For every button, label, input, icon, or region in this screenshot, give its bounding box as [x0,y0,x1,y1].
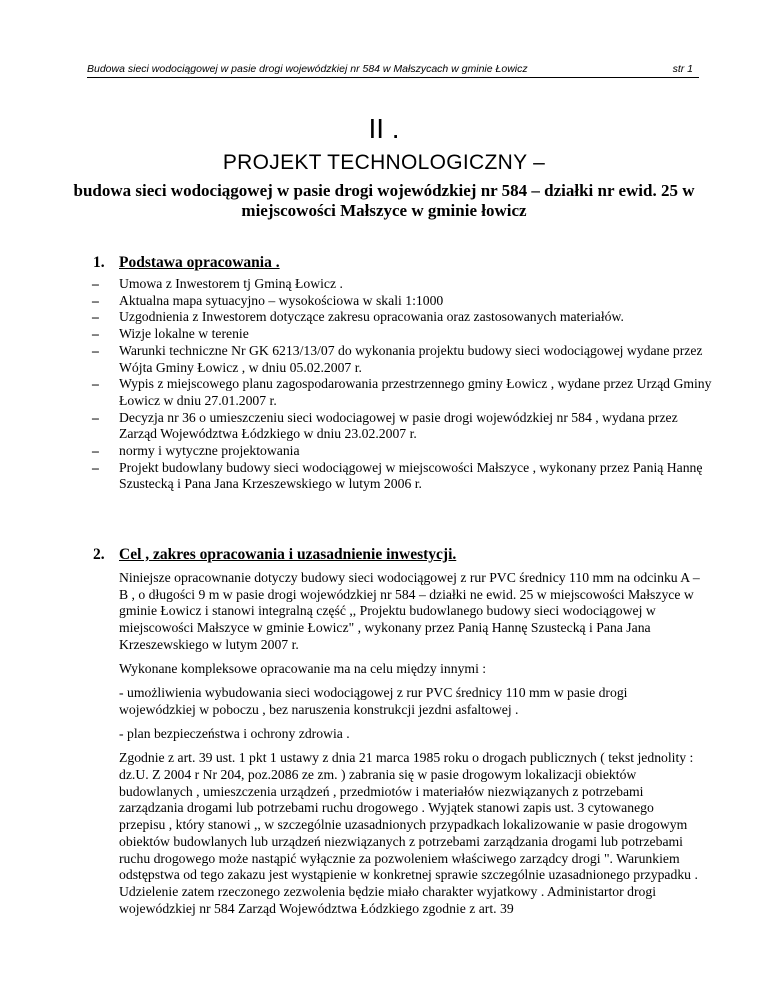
dash-bullet: – [92,376,99,392]
paragraph: - umożliwienia wybudowania sieci wodociągowej z rur PVC średnicy 110 mm w pasie drogi wojewódzkiej w poboczu , bez naruszenia konstrukcji jezdni asfaltowej . [119,685,628,717]
list-item [92,376,712,409]
section-2-body [119,570,703,925]
page-number: str 1 [672,63,693,75]
list-item-text: Aktualna mapa sytuacyjno – wysokościowa w skali 1:1000 [119,292,444,308]
section-2-number: 2. [93,546,105,563]
section-1-number: 1. [93,254,105,271]
document-title: PROJEKT TECHNOLOGICZNY – [222,151,546,174]
list-item [92,460,712,493]
list-item [92,443,712,460]
dash-bullet: – [92,309,99,325]
basis-list [92,276,712,493]
list-item [92,410,712,443]
list-item-text: Wypis z miejscowego planu zagospodarowania przestrzennego gminy Łowicz , wydane przez Urząd Gminy Łowicz w dniu 27.01.2007 r. [119,376,712,408]
chapter-number: II . [368,113,400,144]
section-2-title: Cel , zakres opracowania i uzasadnienie inwestycji. [119,546,457,563]
list-item-text: Uzgodnienia z Inwestorem dotyczące zakresu opracowania oraz zastosowanych materiałów. [119,309,624,325]
list-item-text: Decyzja nr 36 o umieszczeniu sieci wodociagowej w pasie drogi wojewódzkiej nr 584 , wydana przez Zarząd Województwa Łódzkiego w dniu 23.02.2007 r. [119,409,678,442]
header-title: Budowa sieci wodociągowej w pasie drogi wojewódzkiej nr 584 w Małszycach w gminie Łowicz [87,63,528,75]
paragraph: Wykonane kompleksowe opracowanie ma na celu między innymi : [119,661,487,677]
document-subtitle: budowa sieci wodociągowej w pasie drogi wojewódzkiej nr 584 – działki nr ewid. 25 w miejscowości Małszyce w gminie łowicz [73,181,695,220]
paragraph: - plan bezpieczeństwa i ochrony zdrowia . [119,726,350,742]
dash-bullet: – [92,292,99,308]
list-item-text: Wizje lokalne w terenie [119,326,249,342]
list-item [92,276,712,293]
page-header [87,63,699,78]
list-item [92,309,712,326]
paragraph: Niniejsze opracownanie dotyczy budowy sieci wodociągowej z rur PVC średnicy 110 mm na odcinku A – B , o długości 9 m w pasie drogi wojewódzkiej nr 584 – działki ne ewid. 25 w miejscowości Małszyce w gminie Łowicz i stanowi integralną część ,, Projektu budowlanego budowy sieci wodociągowej w miejscowości Małszyce w gminie Łowicz" , wykonany przez Panią Hannę Szustecką i Pana Jana Krzeszewskiego w lutym 2007 r. [119,570,700,652]
list-item-text: Umowa z Inwestorem tj Gminą Łowicz . [119,276,343,291]
dash-bullet: – [92,409,99,425]
dash-bullet: – [92,326,99,342]
dash-bullet: – [92,443,99,459]
list-item-text: Projekt budowlany budowy sieci wodociągowej w miejscowości Małszyce , wykonany przez Panią Hannę Szustecką i Pana Jana Krzeszewskiego w lutym 2006 r. [119,459,703,492]
list-item-text: Warunki techniczne Nr GK 6213/13/07 do wykonania projektu budowy sieci wodociągowej wydane przez Wójta Gminy Łowicz , w dniu 05.02.2007 r. [119,342,703,375]
dash-bullet: – [92,342,99,358]
list-item [92,326,712,343]
dash-bullet: – [92,276,99,291]
paragraph: Zgodnie z art. 39 ust. 1 pkt 1 ustawy z dnia 21 marca 1985 roku o drogach publicznych ( tekst jednolity : dz.U. Z 2004 r Nr 204, poz.2086 ze zm. ) zabrania się w pasie drogowym lokalizacji obiektów budowlanych , umieszczenia urządzeń , przedmiotów i materiałów niezwiązanych z potrzebami zarządzania drogami lub potrzebami ruchu drogowego . Wyjątek stanowi zapis ust. 3 cytowanego przepisu , który stanowi ,, w szczególnie uzasadnionych przypadkach lokalizowanie w pasie drogowym obiektów budowlanych lub urządzeń niezwiązanych z potrzebami zarządzania drogami lub potrzebami ruchu drogowego może nastąpić wyłącznie za pozwoleniem właściwego zarządcy drogi ". Warunkiem odstępstwa od tego zakazu jest wystąpienie w konkretnej sprawie szczególnie uzasadnionego przypadku . Udzielenie zatem rzeczonego zezwolenia będzie miało charakter wyjatkowy . Administartor drogi wojewódzkiej nr 584 Zarząd Województwa Łódzkiego zgodnie z art. 39 [119,750,698,916]
section-1-title: Podstawa opracowania . [119,254,280,271]
dash-bullet: – [92,459,99,475]
list-item [92,293,712,310]
list-item-text: normy i wytyczne projektowania [119,443,300,459]
list-item [92,343,712,376]
section-1-heading [93,253,280,272]
section-2-heading [93,545,456,564]
